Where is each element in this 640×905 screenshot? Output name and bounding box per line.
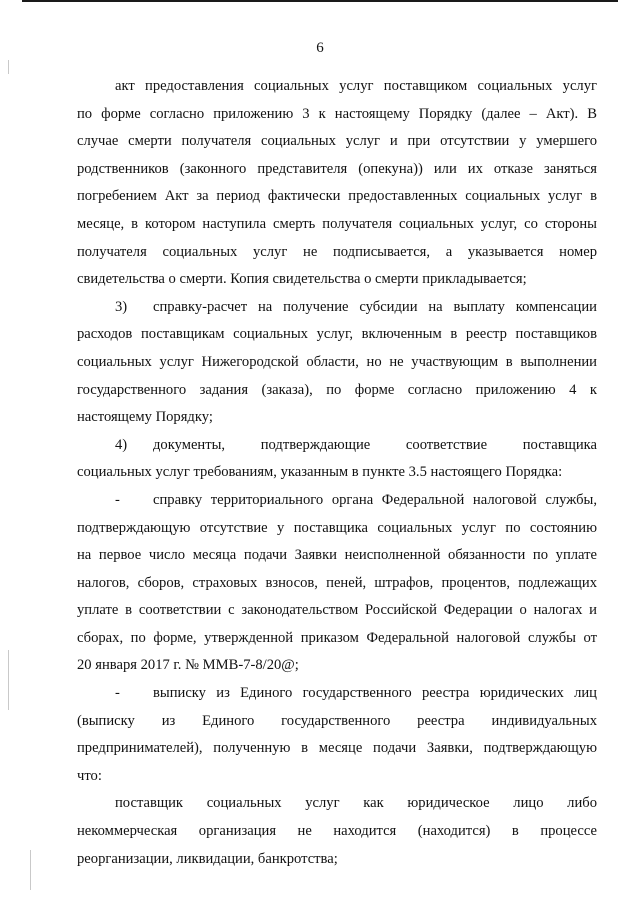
text-line: справку территориального органа Федеральной налоговой службы, xyxy=(153,491,597,508)
bullet-item xyxy=(77,487,597,515)
text-line: подтверждающую отсутствие у поставщика социальных услуг по состоянию xyxy=(77,519,597,536)
item-number: 3) xyxy=(115,298,128,315)
text-line: по форме согласно приложению 3 к настоящему Порядку (далее – Акт). В xyxy=(77,105,597,122)
scan-mark-left-bottom xyxy=(30,850,31,890)
text-line: настоящему Порядку; xyxy=(77,409,213,426)
page-number: 6 xyxy=(316,40,324,56)
bullet-dash: - xyxy=(115,491,120,508)
text-line: справку-расчет на получение субсидии на выплату компенсации xyxy=(153,298,597,315)
text-line: родственников (законного представителя (опекуна)) или их отказе заняться xyxy=(77,160,597,177)
text-line: на первое число месяца подачи Заявки неисполненной обязанности по уплате xyxy=(77,547,597,564)
text-line: некоммерческая организация не находится (находится) в процессе xyxy=(77,823,597,840)
text-line: документы, подтверждающие соответствие поставщика xyxy=(153,436,597,453)
text-line: получателя социальных услуг не подписывается, а указывается номер xyxy=(77,243,597,260)
text-line: социальных услуг Нижегородской области, но не участвующим в выполнении xyxy=(77,353,597,370)
text-line: предпринимателей), полученную в месяце подачи Заявки, подтверждающую xyxy=(77,740,597,757)
scan-mark-left-lower xyxy=(8,650,9,710)
text-line: реорганизации, ликвидации, банкротства; xyxy=(77,850,338,867)
text-line: расходов поставщикам социальных услуг, включенным в реестр поставщиков xyxy=(77,326,597,343)
list-item-3 xyxy=(77,294,597,322)
text-line: свидетельства о смерти. Копия свидетельства о смерти прикладывается; xyxy=(77,271,527,288)
text-line: (выписку из Единого государственного реестра индивидуальных xyxy=(77,712,597,729)
bullet-dash: - xyxy=(115,685,120,702)
text-line: уплате в соответствии с законодательством Российской Федерации о налогах и xyxy=(77,602,597,619)
text-line: 20 января 2017 г. № ММВ-7-8/20@; xyxy=(77,657,299,674)
bullet-item xyxy=(77,680,597,708)
text-line: сборах, по форме, утвержденной приказом Федеральной налоговой службы от xyxy=(77,629,597,646)
text-line: погребением Акт за период фактически предоставленных социальных услуг в xyxy=(77,188,597,205)
scan-mark-left-upper xyxy=(8,60,9,74)
text-line: государственного задания (заказа), по форме согласно приложению 4 к xyxy=(77,381,597,398)
text-line: месяце, в котором наступила смерть получателя социальных услуг, со стороны xyxy=(77,215,597,232)
document-body xyxy=(77,73,597,873)
text-line: случае смерти получателя социальных услуг и при отсутствии у умершего xyxy=(77,133,597,150)
text-line: выписку из Единого государственного реестра юридических лиц xyxy=(153,685,597,702)
top-rule xyxy=(22,0,618,2)
text-line: налогов, сборов, страховых взносов, пеней, штрафов, процентов, подлежащих xyxy=(77,574,597,591)
text-line: что: xyxy=(77,767,102,784)
text-line: социальных услуг требованиям, указанным в пункте 3.5 настоящего Порядка: xyxy=(77,464,563,481)
text-line: поставщик социальных услуг как юридическое лицо либо xyxy=(115,795,597,812)
list-item-4 xyxy=(77,432,597,460)
item-number: 4) xyxy=(115,436,128,453)
text-line: акт предоставления социальных услуг поставщиком социальных услуг xyxy=(115,78,597,94)
